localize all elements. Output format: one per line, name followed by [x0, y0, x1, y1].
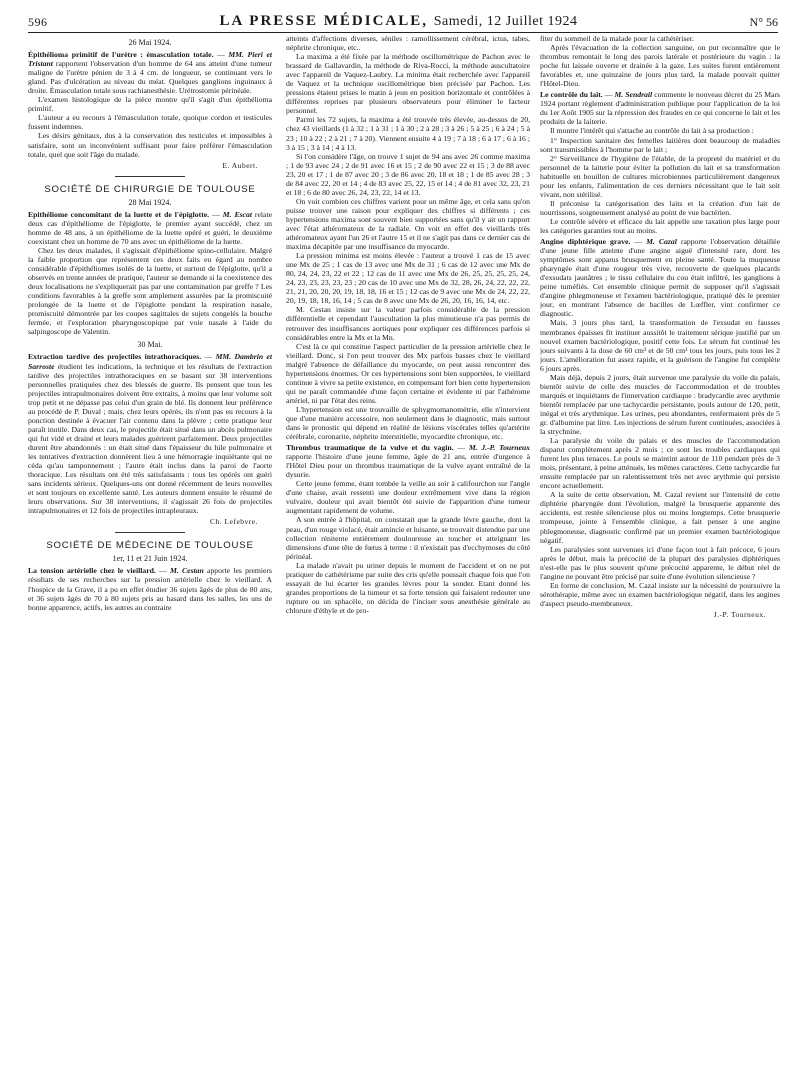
- article-paragraph: La pression minima est moins élevée : l'auteur a trouvé 1 cas de 15 avec une Mx de 25 ; 1 cas de 13 avec une Mx de 31 ; 6 cas de 12 avec une Mx de 80, 24, 24, 23, 22 et 22 ; 12 cas de 11 avec une Mx de 26, 25, 25, 25, 25, 24, 24, 23, 23, 23, 23, 23 ; 20 cas de 10 avec une Mx de 32, 28, 26, 24, 22, 22, 22, 21, 21, 20, 20, 20, 19, 18, 18, 16 et 15 ; 12 cas de 9 avec une Mx de 24, 22, 22, 20, 19, 18, 18, 16, 14 ; 5 cas de 8 avec une Mx de 26, 20, 16, 16, 14, etc.: [286, 251, 530, 306]
- page-number: 596: [28, 15, 48, 29]
- article-title: La tension artérielle chez le vieillard.: [28, 566, 156, 576]
- article-paragraph: M. Cestan insiste sur la valeur parfois considérable de la pression différentielle et cependant l'auscultation la plus minutieuse n'a pas permis de retrouver des insuffisances aortiques pour expliquer ces différences parfois si considérables entre la Mx et la Mn.: [286, 305, 530, 342]
- article-paragraph: Cette jeune femme, étant tombée la veille au soir à califourchon sur l'angle d'une chaise, avait ressenti une douleur extrêmement vive dans la région vulvaire, douleur qui avait bientôt été suivie de l'apparition d'une tumeur augmentant rapidement de volume.: [286, 479, 530, 516]
- article-title: Le contrôle du lait.: [540, 90, 603, 100]
- article-paragraph: fiter du sommeil de la malade pour la cathétériser.: [540, 34, 694, 43]
- divider: [115, 176, 185, 177]
- article-paragraph: A la suite de cette observation, M. Cazal revient sur l'intensité de cette diphtérie pharyngée dont l'évolution, malgré la brusquerie apparente des accidents, est restée silencieuse plus ou moins longtemps. Cette brusquerie trompeuse, jointe à l'ensemble clinique, a fait penser à une angine phlegmoneuse, diagnostic confirmé par un premier examen bactériologique négatif.: [540, 490, 780, 545]
- article-paragraph: Mais déjà, depuis 2 jours, était survenue une paralysie du voile du palais, bientôt suivie de celle des muscles de l'accommodation et de troubles marqués et inquiétants de l'innervation cardiaque : bradycardie avec arythmie bientôt remplacée par une tachycardie persistante, pouls autour de 120, petit, inégal et très arythmique. Les urines, peu abondantes, renfermaient près de 5 gr. d'albumine par litre. Les injections de sérum furent continuées, associées à la strychnine.: [540, 372, 780, 437]
- society-heading: SOCIÉTÉ DE CHIRURGIE DE TOULOUSE: [44, 183, 256, 195]
- article-authors: MM. Pieri et Tristant: [28, 50, 272, 69]
- article-paragraph: Parmi les 72 sujets, la maxima a été trouvée très élevée, au-dessus de 20, chez 43 vieillards (1 à 32 ; 1 à 31 ; 1 à 30 ; 2 à 28 ; 3 à 26 ; 5 à 25 ; 6 à 24 ; 5 à 23 ; 10 à 22 ; 2 à 21 ; 7 à 20). Viennent ensuite 4 à 19 ; 7 à 18 ; 6 à 17 ; 6 à 16 ; 3 à 15 ; 3 à 14 ; 4 à 13.: [286, 115, 530, 152]
- article-title: Angine diphtérique grave.: [540, 237, 631, 247]
- article-authors: M. Escat: [222, 209, 252, 219]
- article-paragraph: Chez les deux malades, il s'agissait d'épithéliome spino-cellulaire. Malgré la faible proportion que représentent ces deux faits eu égard au nombre considérable d'épithéliomes isolés de la luette, et surtout de l'épiglotte, qu'il a observés en trente années de pratique, l'auteur se demande si la coexistence des deux localisations ne s'expliquerait pas par une contamination par greffe ? Les conditions favorables à la greffe sont amplement assurées par la promiscuité prolongée de la luette et de l'épiglotte pendant la respiration nasale, promiscuité démontrée par les coupes sagittales de sujets congelés la bouche fermée, et l'exploration pharyngoscopique par voie nasale à l'aide du salpingoscope de Valentin.: [28, 245, 272, 337]
- article-paragraph: Il préconise la catégorisation des laits et la création d'un lait de nourrissons, soigneusement analysé au point de vue bactérien.: [540, 198, 780, 217]
- session-date: 1er, 11 et 21 Juin 1924.: [112, 554, 188, 564]
- article-paragraph: Le contrôle sévère et efficace du lait appelle une taxation plus large pour les catégories garanties tout au moins.: [540, 216, 780, 235]
- column-1: [28, 34, 272, 1074]
- article-paragraph: C'est là ce qui constitue l'aspect particulier de la pression artérielle chez le vieillard. Donc, si l'on peut trouver des Mx parfois basses chez le vieillard malgré l'absence de défaillance du myocarde, on peut aussi rencontrer des hypertensions énormes. Or ces hypertensions sont bien supportées, le vieillard continue à vivre sa petite existence, en compensant fort bien cette hypertension qui ne paraît commandée d'une façon certaine et évidente ni par l'athérome artériel, ni par l'état des reins.: [286, 341, 530, 405]
- article-paragraph: Thrombus traumatique de la vulve et du vagin. — M. J.-P. Tourneux rapporte l'histoire d'une jeune femme, âgée de 21 ans, entrée d'urgence à l'Hôtel Dieu pour un thrombus traumatique de la vulve ayant entraîné de la dysurie.: [286, 443, 530, 480]
- article-text: relate deux cas d'épithéliome de l'épiglotte, le premier ayant succédé, chez un homme de 48 ans, à un épithéliome de la luette opéré et guéri, le deuxième coexistant chez un homme de 70 ans avec un épithéliome de la luette.: [28, 209, 272, 246]
- article-paragraph: La paralysie du voile du palais et des muscles de l'accommodation disparut complètement après 2 mois ; ce sont les troubles cardiaques qui furent les plus tenaces. Le pouls se maintint autour de 110 pendant près de 3 mois, présentant, à peine atténués, les mêmes caractères. Cette tachycardie fut ensuite remplacée par un ralentissement très net avec arythmie qui persiste encore actuellement.: [540, 436, 780, 491]
- article-paragraph: Après l'évacuation de la collection sanguine, on put reconnaître que le thrombus remontait le long des parois latérale et postérieure du vagin : la poche fut laissée ouverte et drainée à la gaze. Les suites furent entièrement favorables et, une quinzaine de jours plus tard, la malade pouvait quitter l'Hôtel-Dieu.: [540, 43, 780, 89]
- article-paragraph: A son entrée à l'hôpital, on constatait que la grande lèvre gauche, dont la peau, d'un rouge violacé, était amincie et luisante, se trouvait distendue par une collection rénitente entièrement douloureuse au toucher et atteignant les dimensions d'une tête de fœtus à terme : il n'existait pas d'ecchymoses du côté périnéal.: [286, 515, 530, 561]
- article-text: commente le nouveau décret du 25 Mars 1924 portant règlement d'administration publique pour l'application de la loi du 1er Août 1905 sur la répression des fraudes en ce qui concerne le lait et les produits de la laiterie.: [540, 90, 780, 127]
- article-paragraph: Les paralysies sont survenues ici d'une façon tout à fait précoce, 6 jours après le début, mais la précocité de la plupart des paralysies diphtériques n'est-elle pas le plus souvent qu'une précocité apparente, le début réel de l'angine ne pouvant être précisé par suite d'une évolution silencieuse ?: [540, 544, 780, 581]
- article-paragraph: Mais, 3 jours plus tard, la transformation de l'exsudat en fausses membranes épaisses fit instituer aussitôt le traitement sérique justifié par un nouvel examen bactériologique, positif cette fois. Le sérum fut continué les jours suivants à la dose de 60 cm³ et de 50 cm³ tous les jours, puis tous les 2 jours. L'amélioration fut assez rapide, et la guérison de l'angine fut complète 6 jours après.: [540, 318, 780, 373]
- article-authors: M. Cazal: [646, 237, 677, 247]
- session-date: 30 Mai.: [137, 340, 163, 350]
- article-paragraph: Le contrôle du lait. — M. Sendrail commente le nouveau décret du 25 Mars 1924 portant règlement d'administration publique pour l'application de la loi du 1er Août 1905 sur la répression des fraudes en ce qui concerne le lait et les produits de la laiterie.: [540, 90, 780, 127]
- signature: E. Aubert.: [222, 160, 258, 170]
- article-paragraph: La tension artérielle chez le vieillard. — M. Cestan apporte les premiers résultats de ses recherches sur la pression artérielle chez le vieillard. A l'hospice de la Grave, il a pu en effet étudier 36 sujets âgés de plus de 80 ans, et 36 sujets âgés de 70 à 80 sujets pris au hasard dans les salles, les uns de bonne apparence, actifs, les autres au contraire: [28, 566, 272, 612]
- issue-date: Samedi, 12 Juillet 1924: [433, 14, 578, 29]
- article-paragraph: 1° Inspection sanitaire des femelles laitières dont beaucoup de maladies sont transmissibles à l'homme par le lait ;: [540, 135, 780, 154]
- article-title: Extraction tardive des projectiles intrathoraciques.: [28, 352, 202, 362]
- signature: Ch. Lefebvre.: [210, 517, 258, 527]
- article-paragraph: atteints d'affections diverses, séniles : ramollissement cérébral, ictus, tabes, néphrite chronique, etc..: [286, 34, 530, 53]
- article-paragraph: L'auteur a eu recours à l'émasculation totale, quoique cordon et testicules fussent indemnes.: [28, 113, 272, 132]
- article-paragraph: L'hypertension est une trouvaille de sphygmomanométrie, elle n'intervient que d'une manière accessoire, non seulement dans le diagnostic, mais surtout dans le pronostic qui dépend en réalité de lésions viscérales telles qu'artérite cérébrale, coronarite, néphrite interstitielle, myocardite chronique, etc.: [286, 404, 530, 442]
- article-text: étudient les indications, la technique et les résultats de l'extraction tardive des projectiles intrathoraciques en se basant sur 38 interventions personnelles pratiquées chez des blessés de guerre. Ils pensent que tous les projectiles intrapulmonaires doivent être extraits, à moins que leur volume soit trop petit et ne dépasse pas celui d'un grain de blé. Ils donnent leur préférence au procédé de P. Duval ; mais, chez leurs opérés, ils n'ont pas eu recours à la ponction destinée à évacuer l'air contenu dans la plèvre ; cette pratique leur paraît inutile. Dans deux cas, le projectile était situé dans un abcès pulmonaire qui fut vidé et drainé et leurs malades guérirent parfaitement. Deux projectiles durent être abandonnés : un était situé dans l'épaisseur du hile pulmonaire et les tentatives d'extraction donnèrent lieu à une hémorragie inquiétante qui ne céda qu'au tamponnement ; l'autre était inclus dans la paroi de l'aorte thoracique. Les résultats ont été très satisfaisants : tous les opérés ont guéri sans incidents sérieux. Quelques-uns ont donné récemment de leurs nouvelles et sont toujours en excellente santé. Les auteurs donnent ensuite le résumé de leurs observations. Sur 38 interventions, il s'agissait 26 fois de projectiles intrapulmonaires et 12 fois de projectiles intrapleuraux.: [28, 361, 272, 516]
- article-paragraph: Angine diphtérique grave. — M. Cazal rapporte l'observation détaillée d'une jeune fille atteinte d'une angine aiguë d'intensité rare, dont les symptômes sont apparus brusquement en pleine santé. Toute la muqueuse pharyngée était d'une rougeur très vive, recouverte de quelques placards d'exsudats jaunâtres ; le tissu cellulaire du cou était infiltré, les ganglions à peine tuméfiés. Cet ensemble clinique permit de supposer qu'il s'agissait d'angine phlegmoneuse et l'examen bactériologique, pratiqué dès le premier jour, en montrant l'absence de bacilles de Lœffler, vint confirmer ce diagnostic.: [540, 237, 780, 319]
- article-paragraph: 2° Surveillance de l'hygiène de l'étable, de la propreté du matériel et du personnel de la laiterie pour éviter la pollution du lait et sa transformation habituelle en bouillon de cultures microbiennes particulièrement dangereux pour les enfants, l'alimentation de ces derniers nécessitant que le lait soit vivant, non stérilisé.: [540, 153, 780, 199]
- issue-number: N° 56: [749, 15, 778, 29]
- article-paragraph: Les désirs génitaux, dus à la conservation des testicules et impossibles à satisfaire, sont un inconvénient suffisant pour faire préférer l'émasculation totale, quel que soit l'âge du malade.: [28, 131, 272, 159]
- session-date: 26 Mai 1924.: [128, 38, 172, 47]
- article-title: Epithéliome concomitant de la luette et de l'épiglotte.: [28, 209, 210, 219]
- column-3: [540, 34, 780, 1074]
- article-paragraph: En forme de conclusion, M. Cazal insiste sur la nécessité de poursuivre la sérothérapie, même avec un examen bactériologique négatif, dans les angines d'aspect pseudo-membraneux.: [540, 580, 780, 608]
- article-text: rapporte l'observation détaillée d'une jeune fille atteinte d'une angine aiguë d'intensité rare, dont les symptômes sont apparus brusquement en pleine santé. Toute la muqueuse pharyngée était d'une rougeur très vive, recouverte de quelques placards d'exsudats jaunâtres ; le tissu cellulaire du cou était infiltré, les ganglions à peine tuméfiés. Cet ensemble clinique permit de supposer qu'il s'agissait d'angine phlegmoneuse et l'examen bactériologique, pratiqué dès le premier jour, en montrant l'absence de bacilles de Lœffler, vint confirmer ce diagnostic.: [540, 237, 780, 319]
- article-text: rapportent l'observation d'un homme de 64 ans atteint d'une tumeur maligne de l'urètre pénien de 3 à 4 cm. de longueur, se continuant vers le gland. Pas d'ulcération au niveau du méat. Quelques ganglions inguinaux à droite. Émasculation totale sous rachianesthésie. Urétrostomie périnéale.: [28, 59, 272, 96]
- column-2: [286, 34, 530, 1074]
- signature: J.-P. Tourneux.: [713, 609, 766, 619]
- article-paragraph: Il montre l'intérêt qui s'attache au contrôle du lait à sa production :: [550, 126, 754, 136]
- article-text: apporte les premiers résultats de ses recherches sur la pression artérielle chez le vieillard. A l'hospice de la Grave, il a pu en effet étudier 36 sujets âgés de plus de 80 ans, et 36 sujets âgés de 70 à 80 sujets pris au hasard dans les salles, les uns de bonne apparence, actifs, les autres au contraire: [28, 566, 272, 612]
- article-authors: M. Sendrail: [614, 90, 653, 100]
- article-paragraph: Extraction tardive des projectiles intrathoraciques. — MM. Dambrin et Sarroste étudient les indications, la technique et les résultats de l'extraction tardive des projectiles intrathoraciques en se basant sur 38 interventions personnelles pratiquées chez des blessés de guerre. Ils pensent que tous les projectiles intrapulmonaires doivent être extraits, à moins que leur volume soit trop petit et ne dépasse pas celui d'un grain de blé. Ils donnent leur préférence au procédé de P. Duval ; mais, chez leurs opérés, ils n'ont pas eu recours à la ponction destinée à évacuer l'air contenu dans la plèvre ; cette pratique leur paraît inutile. Dans deux cas, le projectile était situé dans un abcès pulmonaire qui fut vidé et drainé et leurs malades guérirent parfaitement. Deux projectiles durent être abandonnés : un était situé dans l'épaisseur du hile pulmonaire et les tentatives d'extraction donnèrent lieu à une hémorragie inquiétante qui ne céda qu'au tamponnement ; l'autre était inclus dans la paroi de l'aorte thoracique. Les résultats ont été très satisfaisants : tous les opérés ont guéri sans incidents sérieux. Quelques-uns ont donné récemment de leurs nouvelles et sont toujours en excellente santé. Les auteurs donnent ensuite le résumé de leurs observations. Sur 38 interventions, il s'agissait 26 fois de projectiles intrapulmonaires et 12 fois de projectiles intrapleuraux.: [28, 352, 272, 516]
- journal-name: LA PRESSE MÉDICALE,: [219, 13, 429, 29]
- running-header: [28, 4, 778, 33]
- session-date: 28 Mai 1924.: [128, 197, 172, 207]
- society-heading: SOCIÉTÉ DE MÉDECINE DE TOULOUSE: [46, 540, 254, 552]
- article-paragraph: Épithélioma primitif de l'urètre : émasculation totale. — MM. Pieri et Tristant rapportent l'observation d'un homme de 64 ans atteint d'une tumeur maligne de l'urètre pénien de 3 à 4 cm. de longueur, se continuant vers le gland. Pas d'ulcération au niveau du méat. Quelques ganglions inguinaux à droite. Émasculation totale sous rachianesthésie. Urétrostomie périnéale.: [28, 50, 272, 96]
- article-paragraph: L'examen histologique de la pièce montre qu'il s'agit d'un épithélioma primitif.: [28, 95, 272, 114]
- article-paragraph: La malade n'avait pu uriner depuis le moment de l'accident et on ne put pratiquer de cathétérisme par suite des cris qu'elle poussait chaque fois que l'on essayait de lui écarter les grandes lèvres pour la sonder. Etant donné les grandes proportions de la tumeur et sa forte tension qui faisaient redouter une rupture ou un sphacèle, on décida de l'inciser sous anesthésie générale au chlorure d'éthyle et de pro-: [286, 560, 530, 615]
- article-paragraph: Si l'on considère l'âge, on trouve 1 sujet de 94 ans avec 26 comme maxima ; 1 de 93 avec 24 ; 2 de 91 avec 16 et 15 ; 2 de 90 avec 22 et 15 ; 3 de 88 avec 23, 20 et 17 ; 1 de 87 avec 20 ; 3 de 86 avec 20, 18 et 18 ; 1 de 85 avec 28 ; 3 de 84 avec 22, 20 et 14 ; 4 de 83 avec 25, 22, 15 et 14 ; 4 de 81 avec 32, 23, 21 et 18 ; 6 de 80 avec 26, 24, 23, 22, 14 et 13.: [286, 151, 530, 197]
- journal-title: [220, 13, 578, 30]
- divider: [115, 532, 185, 533]
- article-title: Épithélioma primitif de l'urètre : émasculation totale.: [28, 50, 214, 60]
- article-text: rapporte l'histoire d'une jeune femme, âgée de 21 ans, entrée d'urgence à l'Hôtel Dieu pour un thrombus traumatique de la vulve ayant entraîné de la dysurie.: [286, 452, 530, 480]
- article-paragraph: La maxima a été fixée par la méthode oscillométrique de Pachon avec le brassard de Gallavardin, la méthode de Riva-Rocci, la méthode auscultatoire avec l'appareil de Vaquez-Laubry. La minima était recherchée avec l'appareil de Vaquez et la technique oscillométrique bien précisée par Pachon. Les pressions étaient prises le matin à jeun en position horizontale et contrôlées à différentes reprises par plusieurs observateurs pour éliminer le facteur personnel.: [286, 52, 530, 116]
- article-authors: MM. Dambrin et Sarroste: [28, 352, 272, 371]
- article-authors: M. J.-P. Tourneux: [468, 443, 530, 453]
- article-authors: M. Cestan: [170, 566, 204, 576]
- article-title: Thrombus traumatique de la vulve et du vagin.: [286, 443, 454, 453]
- article-paragraph: On voit combien ces chiffres varient pour un même âge, et cela sans qu'on puisse trouver une raison pour expliquer des chiffres si différents ; ces hypertensions maxima sont souvent bien supportées sans qu'il y ait un rapport avec l'état athéromateux de la radiale. On voit en effet des vieillards très athéromateux ayant l'un 26 et l'autre 15 et il ne s'agit pas dans ce dernier cas de maxima décapitée par une insuffisance du myocarde.: [286, 196, 530, 252]
- article-paragraph: Epithéliome concomitant de la luette et de l'épiglotte. — M. Escat relate deux cas d'épithéliome de l'épiglotte, le premier ayant succédé, chez un homme de 48 ans, à un épithéliome de la luette opéré et guéri, le deuxième coexistant chez un homme de 70 ans avec un épithéliome de la luette.: [28, 209, 272, 246]
